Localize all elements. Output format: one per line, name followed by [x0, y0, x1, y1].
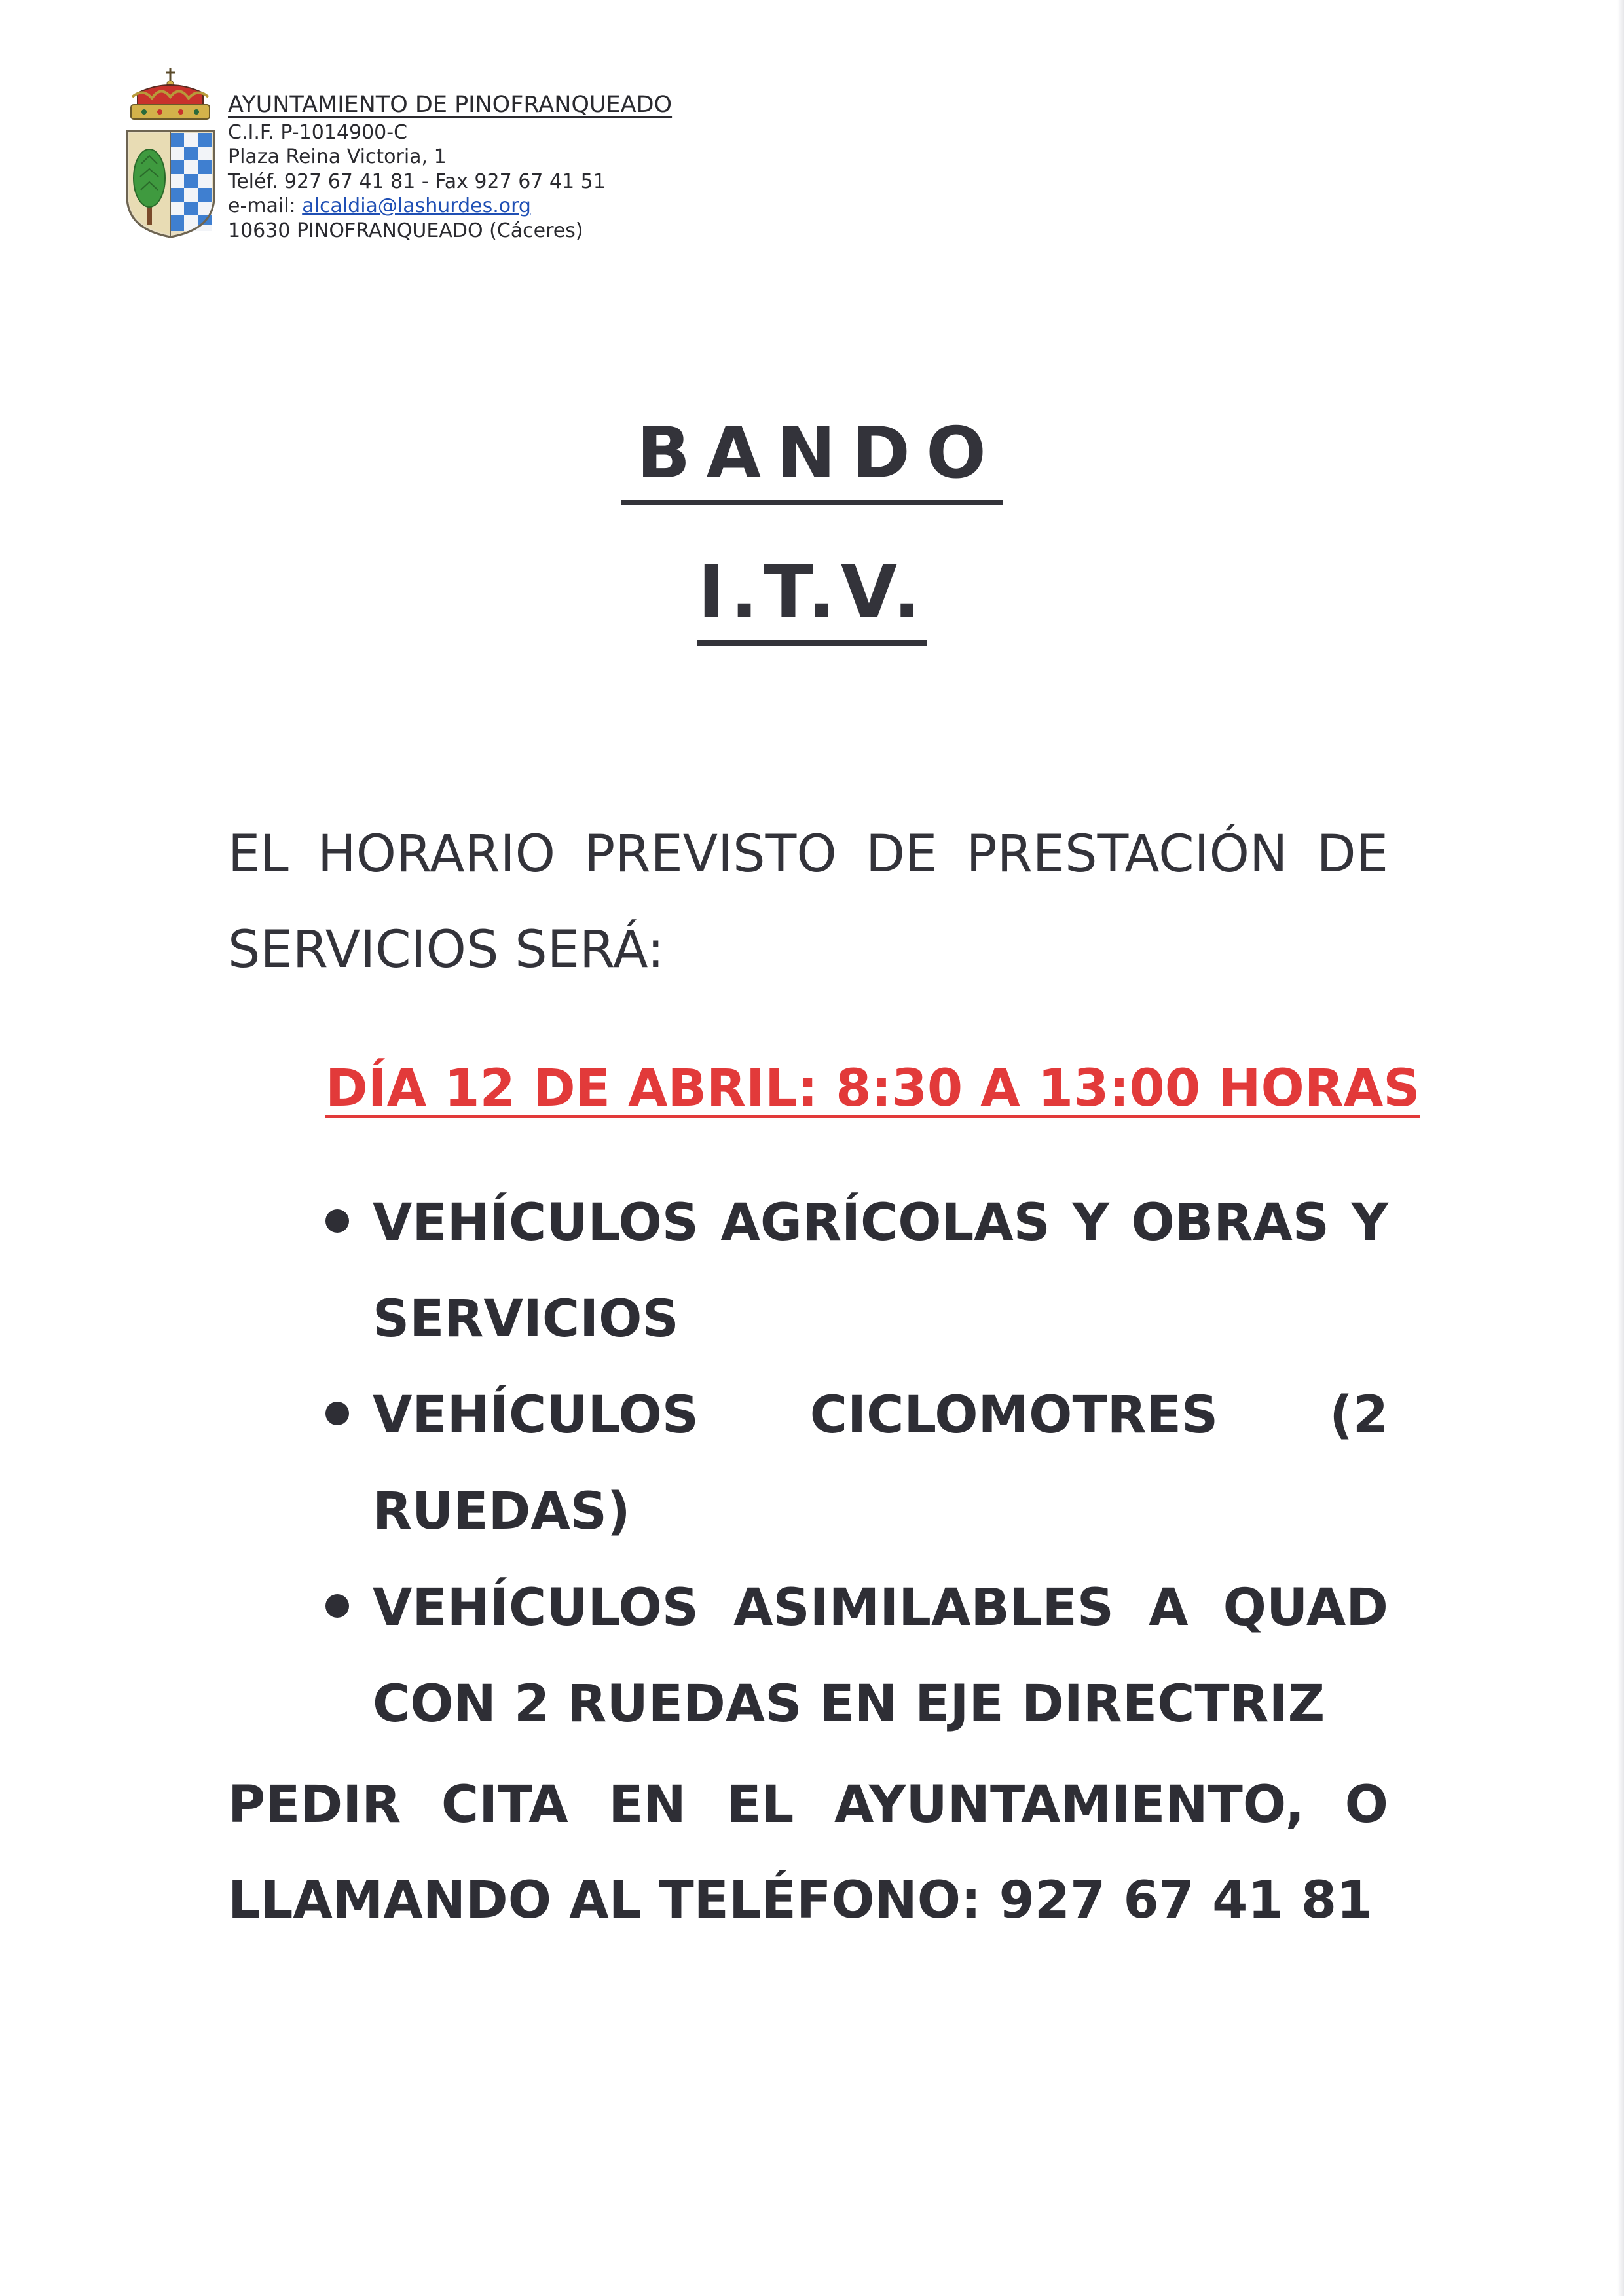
- bullet-icon: [325, 1209, 349, 1233]
- postal-address: Plaza Reina Victoria, 1: [228, 145, 447, 168]
- subtitle-text: I.T.V.: [697, 550, 928, 646]
- bullet-icon: [325, 1594, 349, 1618]
- schedule-date: DÍA 12 DE ABRIL: 8:30 A 13:00 HORAS: [325, 1059, 1420, 1118]
- list-item: [325, 1560, 1388, 1753]
- email-line: [228, 194, 672, 219]
- bullet-icon: [325, 1402, 349, 1425]
- scan-edge-shadow: [1617, 0, 1624, 2296]
- document-title: [0, 412, 1624, 505]
- letterhead: [228, 93, 672, 243]
- tax-id: C.I.F. P-1014900-C: [228, 120, 408, 144]
- coat-of-arms-icon: [123, 65, 218, 239]
- title-text: BANDO: [621, 412, 1003, 505]
- list-item-text: VEHÍCULOS AGRÍCOLAS Y OBRAS Y SERVICIOS: [373, 1194, 1388, 1349]
- list-item-text: VEHÍCULOS ASIMILABLES A QUAD CON 2 RUEDAS EN EJE DIRECTRIZ: [373, 1578, 1388, 1734]
- list-item: [325, 1175, 1388, 1368]
- vehicle-type-list: [325, 1175, 1388, 1753]
- organization-name: AYUNTAMIENTO DE PINOFRANQUEADO: [228, 92, 673, 118]
- email-link[interactable]: alcaldia@lashurdes.org: [302, 194, 531, 217]
- intro-paragraph: EL HORARIO PREVISTO DE PRESTACIÓN DE SERVICIOS SERÁ:: [228, 825, 1388, 979]
- document-subtitle: [0, 550, 1624, 646]
- list-item-text: VEHÍCULOS CICLOMOTRES (2 RUEDAS): [373, 1386, 1388, 1541]
- city-line: 10630 PINOFRANQUEADO (Cáceres): [228, 219, 583, 242]
- closing-paragraph: PEDIR CITA EN EL AYUNTAMIENTO, O LLAMANDO AL TELÉFONO: 927 67 41 81: [228, 1776, 1388, 1930]
- email-label: e-mail:: [228, 194, 296, 217]
- list-item: [325, 1368, 1388, 1560]
- phone-fax: Teléf. 927 67 41 81 - Fax 927 67 41 51: [228, 170, 606, 193]
